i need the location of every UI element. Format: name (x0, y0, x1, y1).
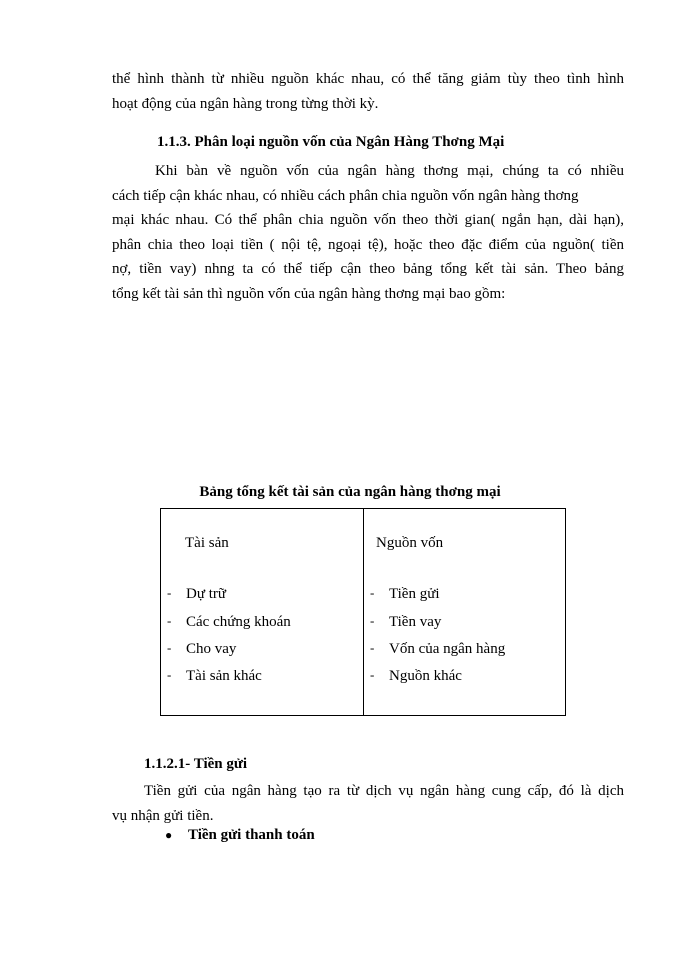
section-line-4: phân chia theo loại tiền ( nội tệ, ngoại tệ), hoặc theo đặc điểm của nguồn( tiền (112, 236, 624, 253)
bullet-item-deposit: Tiền gửi thanh toán (188, 827, 315, 843)
liabilities-header: Nguồn vốn (376, 535, 444, 551)
intro-line-1: thể hình thành từ nhiều nguồn khác nhau, có thể tăng giảm tùy theo tình hình (112, 71, 624, 87)
subsection-line-2: vụ nhận gửi tiền. (112, 807, 214, 824)
liability-item: Tiền gửi (389, 586, 440, 602)
section-paragraph (112, 159, 624, 306)
section-line-1: Khi bàn về nguồn vốn của ngân hàng thơng mại, chúng ta có nhiều (155, 163, 624, 179)
assets-header: Tài sản (185, 535, 229, 551)
dash-marker: - (370, 667, 375, 682)
dash-marker: - (370, 640, 375, 655)
asset-item: Các chứng khoán (186, 614, 291, 630)
asset-item: Cho vay (186, 641, 237, 657)
dash-marker: - (370, 613, 375, 628)
asset-item: Tài sản khác (186, 668, 262, 684)
asset-item: Dự trữ (186, 586, 227, 602)
dash-marker: - (167, 667, 172, 682)
table-title: Bảng tổng kết tài sản của ngân hàng thơng mại (199, 484, 501, 500)
balance-sheet-table (160, 508, 566, 716)
intro-paragraph (112, 67, 624, 116)
liability-item: Tiền vay (389, 614, 442, 630)
dash-marker: - (167, 640, 172, 655)
dash-marker: - (167, 613, 172, 628)
subsection-paragraph (112, 779, 624, 828)
section-heading: 1.1.3. Phân loại nguồn vốn của Ngân Hàng Thơng Mại (157, 134, 505, 150)
dash-marker: - (167, 585, 172, 600)
bullet-icon: ● (165, 828, 173, 842)
section-line-5: nợ, tiền vay) nhng ta có thể tiếp cận theo bảng tổng kết tài sản. Theo bảng (112, 261, 624, 277)
liability-item: Vốn của ngân hàng (389, 641, 506, 657)
section-line-3: mại khác nhau. Có thể phân chia nguồn vốn theo thời gian( ngắn hạn, dài hạn), (112, 212, 624, 228)
intro-line-2: hoạt động của ngân hàng trong từng thời kỳ. (112, 95, 379, 112)
liabilities-column (364, 509, 566, 716)
assets-column (161, 509, 364, 716)
section-line-2: cách tiếp cận khác nhau, có nhiều cách phân chia nguồn vốn ngân hàng thơng (112, 187, 579, 204)
subsection-line-1: Tiền gửi của ngân hàng tạo ra từ dịch vụ ngân hàng cung cấp, đó là dịch (144, 783, 624, 799)
dash-marker: - (370, 585, 375, 600)
section-line-6: tổng kết tài sản thì nguồn vốn của ngân hàng thơng mại bao gồm: (112, 285, 506, 302)
subsection-heading: 1.1.2.1- Tiền gửi (144, 756, 248, 772)
liability-item: Nguồn khác (389, 668, 462, 684)
